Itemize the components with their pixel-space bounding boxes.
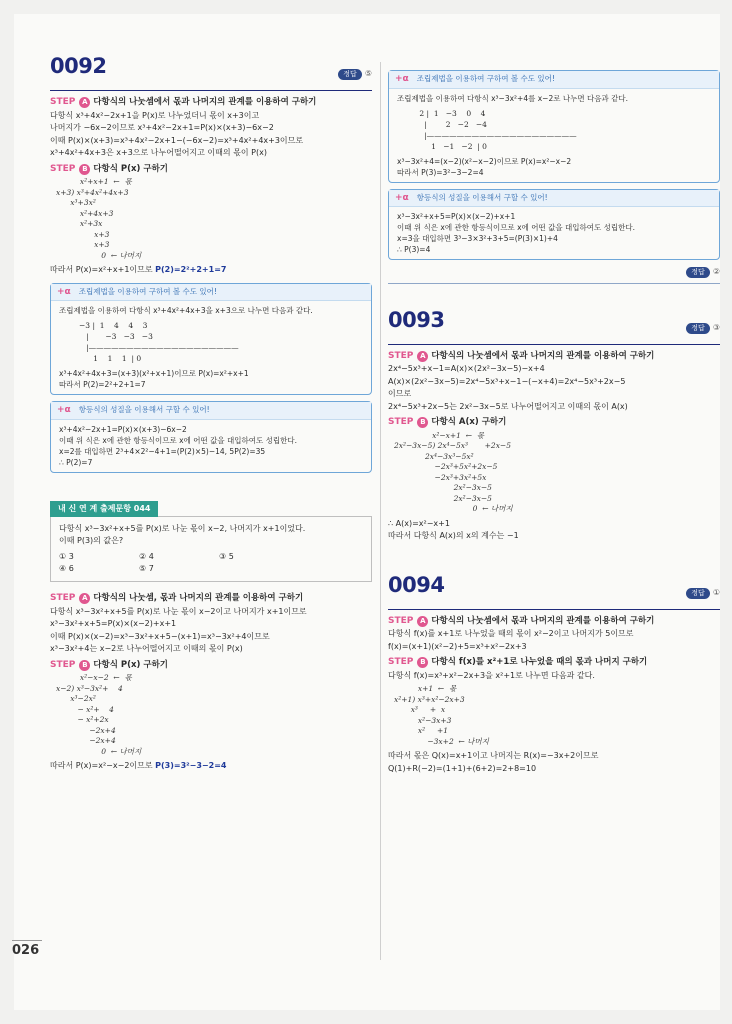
left-column	[50, 54, 372, 773]
step-a-line: 다항식 f(x)를 x+1로 나누었을 때의 몫이 x²−2이고 나머지가 5이므로	[388, 629, 634, 638]
tip-box-header: +α 항등식의 성질을 이용해서 구할 수 있어!	[51, 402, 371, 420]
answer-value: ⑤	[364, 69, 372, 78]
step-a-line: 이므로	[388, 389, 412, 398]
step-a-heading: STEP A 다항식의 나눗셈에서 몫과 나머지의 관계를 이용하여 구하기	[388, 350, 655, 361]
long-division: x²+x+1 ← 몫 x+3) x³+4x²+4x+3 x³+3x² x²+4x+3 x²+3x x+3 x+3 0 ← 나머지	[56, 177, 142, 260]
problem-header-0093	[388, 307, 720, 345]
related-problem	[50, 501, 372, 583]
conclusion: ∴ A(x)=x²−x+1	[388, 518, 450, 528]
conclusion: Q(1)+R(−2)=(1+1)+(6+2)=2+8=10	[388, 763, 537, 773]
section-separator	[388, 283, 720, 284]
step-a-line: x³−3x²+4는 x−2로 나누어떨어지고 이때의 몫이 P(x)	[50, 644, 243, 653]
tip-box-header: +α 조립제법을 이용하여 구하여 볼 수도 있어!	[389, 71, 719, 89]
long-division: x²−x−2 ← 몫 x−2) x³−3x²+ 4 x³−2x² − x²+ 4 − x²+2x −2x+4 −2x+4 0 ← 나머지	[56, 673, 142, 756]
tip-box-synthetic-division	[388, 70, 720, 183]
tip-box-body: 조립제법을 이용하여 다항식 x³+4x²+4x+3을 x+3으로 나누면 다음과 같다. −3 | 1 4 4 3 | −3 −3 −3 |———————————————————— 1 1 1 | 0 x³+4x²+4x+3=(x+3)(x²+x+1)이므로 P(x)=x²+x+1 따라서 P(2)=2²+2+1=7	[51, 301, 371, 394]
step-a-line: 이때 P(x)×(x−2)=x³−3x²+x+5−(x+1)=x³−3x²+4이므로	[50, 631, 270, 641]
page-number: 026	[12, 943, 40, 958]
tip-box-body: 조립제법을 이용하여 다항식 x³−3x²+4를 x−2로 나누면 다음과 같다. 2 | 1 −3 0 4 | 2 −2 −4 |———————————————————— 1 −1 −2 | 0 x³−3x²+4=(x−2)(x²−x−2)이므로 P(x)=x²−x−2 따라서 P(3)=3²−3−2=4	[389, 89, 719, 182]
step-a-heading: STEP A 다항식의 나눗셈에서 몫과 나머지의 관계를 이용하여 구하기	[388, 615, 655, 626]
answer-badge: 정답 ①	[686, 587, 720, 600]
plus-alpha-icon: +α	[395, 74, 409, 84]
step-b-heading: STEP B 다항식 A(x) 구하기	[388, 417, 507, 427]
step-a-line: 이때 P(x)×(x+3)=x³+4x²−2x+1−(−6x−2)=x³+4x²+4x+3이므로	[50, 135, 304, 145]
step-b-line: 다항식 f(x)=x³+x²−2x+3을 x²+1로 나누면 다음과 같다.	[388, 670, 595, 680]
right-column	[388, 60, 720, 775]
conclusion: 따라서 몫은 Q(x)=x+1이고 나머지는 R(x)=−3x+2이므로	[388, 751, 599, 760]
final-answer: P(3)=3²−3−2=4	[155, 761, 227, 770]
final-answer: P(2)=2²+2+1=7	[155, 265, 227, 274]
tip-box-header: +α 항등식의 성질을 이용해서 구할 수 있어!	[389, 190, 719, 208]
column-divider	[380, 62, 381, 960]
related-problem-tag: 내 신 연 계 출제문항 044	[50, 501, 158, 518]
tip-box-identity	[50, 401, 372, 473]
step-b-heading: STEP B 다항식 P(x) 구하기	[50, 163, 169, 174]
choice: ④ 6	[59, 564, 74, 573]
step-a-line: x³+4x²+4x+3은 x+3으로 나누어떨어지고 이때의 몫이 P(x)	[50, 148, 267, 157]
step-a-line: 2x⁴−5x³+2x−5는 2x²−3x−5로 나누어떨어지고 이때의 몫이 A(x)	[388, 401, 628, 411]
problem-number: 0094	[388, 572, 445, 597]
step-a-line: 나머지가 −6x−2이므로 x³+4x²−2x+1=P(x)×(x+3)−6x−2	[50, 123, 274, 132]
page-number-rule	[12, 940, 42, 941]
related-problem-body: 다항식 x³−3x²+x+5를 P(x)로 나눈 몫이 x−2, 나머지가 x+1이었다. 이때 P(3)의 값은? ① 3 ② 4 ③ 5 ④ 6 ⑤ 7	[50, 516, 372, 582]
synthetic-division-table: 2 | 1 −3 0 4 | 2 −2 −4 |———————————————————— 1 −1 −2 | 0	[419, 108, 577, 151]
step-a-line: A(x)×(2x²−3x−5)=2x⁴−5x³+x−1−(−x+4)=2x⁴−5x³+2x−5	[388, 376, 626, 386]
step-a-line: f(x)=(x+1)(x²−2)+5=x³+x²−2x+3	[388, 641, 527, 651]
problem-number: 0092	[50, 54, 107, 78]
long-division: x+1 ← 몫 x²+1) x³+x²−2x+3 x³ + x x²−3x+3 x² +1 −3x+2 ← 나머지	[394, 684, 489, 746]
answer-choices	[59, 551, 363, 575]
problem-header-0092	[50, 54, 372, 91]
conclusion: 따라서 다항식 A(x)의 x의 계수는 −1	[388, 531, 519, 540]
step-a-line: 다항식 x³+4x²−2x+1을 P(x)로 나누었더니 몫이 x+3이고	[50, 110, 260, 120]
answer-badge: 정답 ③	[686, 322, 720, 335]
problem-header-0094	[388, 572, 720, 610]
conclusion: 따라서 P(x)=x²+x+1이므로 P(2)=2²+2+1=7	[50, 265, 227, 274]
step-a-line: 2x⁴−5x³+x−1=A(x)×(2x²−3x−5)−x+4	[388, 364, 545, 373]
choice: ② 4	[139, 552, 154, 561]
choice: ① 3	[59, 552, 74, 561]
tip-box-synthetic-division	[50, 283, 372, 396]
plus-alpha-icon: +α	[57, 286, 71, 297]
step-a-line: x³−3x²+x+5=P(x)×(x−2)+x+1	[50, 619, 177, 628]
synthetic-division-table: −3 | 1 4 4 3 | −3 −3 −3 |———————————————————— 1 1 1 | 0	[79, 321, 239, 363]
related-answer: 정답 ②	[388, 266, 720, 279]
plus-alpha-icon: +α	[57, 405, 71, 415]
long-division: x²−x+1 ← 몫 2x²−3x−5) 2x⁴−5x³ +2x−5 2x⁴−3x³−5x² −2x³+5x²+2x−5 −2x³+3x²+5x 2x²−3x−5 2x²−3x−5 0 ← 나머지	[394, 430, 513, 513]
answer-tag: 정답	[338, 69, 362, 80]
step-a-heading: STEP A 다항식의 나눗셈에서 몫과 나머지의 관계를 이용하여 구하기	[50, 97, 317, 107]
answer-badge	[338, 68, 372, 81]
tip-box-body: x³+4x²−2x+1=P(x)×(x+3)−6x−2 이때 위 식은 x에 관한 항등식이므로 x에 어떤 값을 대입하여도 성립한다. x=2를 대입하면 2³+4×2²−4+1=(P(2)×5)−14, 5P(2)=35 ∴ P(2)=7	[59, 424, 297, 467]
conclusion: 따라서 P(x)=x²−x−2이므로 P(3)=3²−3−2=4	[50, 761, 227, 770]
tip-box-header: +α 조립제법을 이용하여 구하여 볼 수도 있어!	[51, 284, 371, 302]
tip-box-identity	[388, 189, 720, 261]
step-a-line: 다항식 x³−3x²+x+5를 P(x)로 나눈 몫이 x−2이고 나머지가 x+1이므로	[50, 606, 307, 616]
tip-box-body: x³−3x²+x+5=P(x)×(x−2)+x+1 이때 위 식은 x에 관한 항등식이므로 x에 어떤 값을 대입하여도 성립한다. x=3을 대입하면 3³−3×3²+3+5=(P(3)×1)+4 ∴ P(3)=4	[397, 212, 635, 254]
choice: ⑤ 7	[139, 564, 154, 573]
choice: ③ 5	[219, 552, 234, 561]
step-a-heading: STEP A 다항식의 나눗셈, 몫과 나머지의 관계를 이용하여 구하기	[50, 593, 304, 603]
step-b-heading: STEP B 다항식 f(x)를 x²+1로 나누었을 때의 몫과 나머지 구하기	[388, 657, 648, 667]
step-b-heading: STEP B 다항식 P(x) 구하기	[50, 659, 169, 670]
problem-number: 0093	[388, 307, 445, 332]
plus-alpha-icon: +α	[395, 192, 409, 203]
